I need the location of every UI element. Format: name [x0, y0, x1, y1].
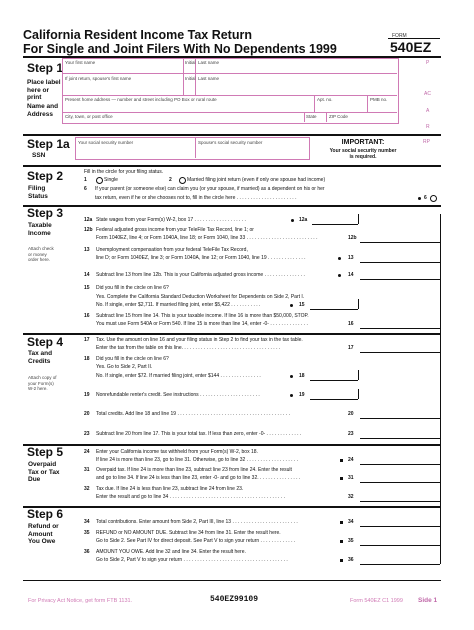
line-19-number: 19	[84, 392, 90, 398]
line-23-text: Subtract line 20 from line 17. This is your total tax. If less than zero, enter -0- . . . . . . . . . . . . .	[96, 431, 302, 437]
privacy-notice: For Privacy Act Notice, get form FTB 1131.	[28, 598, 133, 604]
line-35-text-1: REFUND or NO AMOUNT DUE. Subtract line 34 from line 31. Enter the result here.	[96, 530, 281, 536]
filing-status-label: Filing Status	[28, 185, 48, 200]
line-1-number: 1	[84, 177, 87, 183]
line-17-box-label: 17	[348, 345, 354, 351]
form-side-label: Form 540EZ C1 1999	[350, 598, 403, 604]
form-barcode-number: 540EZ99109	[210, 595, 259, 604]
initial-field[interactable]: Initial	[185, 60, 196, 65]
spouse-first-name-field[interactable]: If joint return, spouse's first name	[65, 76, 132, 81]
line-12a-text: State wages from your Form(s) W-2, box 17 . . . . . . . . . . . . . . . . . . .	[96, 217, 246, 223]
refund-owe-label: Refund or Amount You Owe	[28, 523, 59, 545]
line-13-box-label: 13	[348, 255, 354, 261]
line-18-bullet-icon	[290, 375, 293, 378]
line-20-box-label: 20	[348, 411, 354, 417]
line-14-box-label: 14	[348, 272, 354, 278]
margin-code-p: P	[426, 60, 430, 66]
line-23-number: 23	[84, 431, 90, 437]
line-17-text-2: Enter the tax from the table on this line. . . . . . . . . . . . . . . . . . . . . . . . . . . . . . . . . . . .	[96, 345, 281, 351]
step-1-heading: Step 1	[27, 61, 64, 75]
line-31-text-1: Overpaid tax. If line 24 is more than line 23, subtract line 23 from line 24. Enter the result	[96, 467, 292, 473]
important-note: Your social security number is required.	[329, 148, 397, 160]
address-field[interactable]: Present home address — number and street including PO Box or rural route	[65, 97, 217, 102]
city-field[interactable]: City, town, or post office	[65, 114, 113, 119]
line-24-number: 24	[84, 449, 90, 455]
line-35-square-icon	[340, 540, 343, 543]
line-16-text-2: You must use Form 540A or Form 540. If line 15 is more than line 14, enter -0- . . . . . . . . . . . . . .	[96, 321, 308, 327]
line-19-bullet-icon	[290, 394, 293, 397]
line-35-box-label: 35	[348, 538, 354, 544]
line-12a-bullet-icon	[291, 219, 294, 222]
line-20-number: 20	[84, 411, 90, 417]
margin-code-r: R	[426, 124, 430, 130]
margin-code-a: A	[426, 108, 430, 114]
form-title	[23, 28, 337, 56]
line-32-number: 32	[84, 486, 90, 492]
line-34-square-icon	[340, 521, 343, 524]
line-13-number: 13	[84, 247, 90, 253]
step-3-heading: Step 3	[27, 206, 64, 220]
place-label-note: Place label here or print	[27, 79, 61, 101]
married-joint-radio[interactable]	[179, 177, 186, 184]
your-ssn-field[interactable]: Your social security number	[78, 140, 134, 145]
line-36-square-icon	[340, 559, 343, 562]
attach-check-note: Attach check or money order here.	[28, 246, 54, 262]
step-2-heading: Step 2	[27, 169, 64, 183]
line-6-bullet-icon	[418, 197, 421, 200]
single-label: Single	[104, 177, 118, 183]
line-24-square-icon	[340, 459, 343, 462]
single-radio[interactable]	[96, 177, 103, 184]
title-line-1: California Resident Income Tax Return	[23, 28, 252, 42]
line-18-box-label: 18	[299, 373, 305, 379]
last-name-field[interactable]: Last name	[198, 60, 220, 65]
line-14-bullet-icon	[338, 274, 341, 277]
dependent-radio[interactable]	[430, 195, 437, 202]
step-6-heading: Step 6	[27, 507, 64, 521]
taxable-income-label: Taxable Income	[28, 222, 52, 237]
line-15-text-3: No. If single, enter $2,711. If married filing joint, enter $5,422 . . . . . . . . . . .	[96, 302, 261, 308]
line-16-box-label: 16	[348, 321, 354, 327]
form-number: 540EZ	[390, 39, 432, 55]
apt-no-field[interactable]: Apt. no.	[317, 97, 333, 102]
filing-status-intro: Fill in the circle for your filing status.	[84, 169, 164, 175]
spouse-last-name-field[interactable]: Last name	[198, 76, 220, 81]
line-6-text-2: tax return, even if he or she chooses not to, fill in the circle here . . . . . . . . . . . . . . . . . . . . . .	[95, 195, 297, 201]
line-16-text-1: Subtract line 15 from line 14. This is your taxable income. If line 16 is more than $50,000, STOP.	[96, 313, 309, 319]
line-36-number: 36	[84, 549, 90, 555]
margin-code-ac: AC	[424, 91, 431, 97]
line-12b-number: 12b	[84, 227, 93, 233]
spouse-initial-field[interactable]: Initial	[185, 76, 196, 81]
title-line-2: For Single and Joint Filers With No Dependents 1999	[23, 42, 337, 56]
line-18-text-2: Yes. Go to Side 2, Part II.	[96, 364, 153, 370]
line-6-number: 6	[84, 186, 87, 192]
line-12b-text-2: Form 1040EZ, line 4; or Form 1040A, line 18; or Form 1040, line 33 . . . . . . . . . . . . . . . . . . . . . . . . . .	[96, 235, 318, 241]
line-15-text-2: Yes. Complete the California Standard Deduction Worksheet for Dependents on Side 2, Part I.	[96, 294, 305, 300]
step-1a-heading: Step 1a	[27, 137, 70, 151]
line-34-text: Total contributions. Enter amount from Side 2, Part III, line 13 . . . . . . . . . . . . . . . . . . . . . . . .	[96, 519, 298, 525]
line-35-text-2: Go to Side 2. See Part IV for direct deposit. See Part V to sign your return . . . . . . . . . . . . .	[96, 538, 296, 544]
line-15-text-1: Did you fill in the circle on line 6?	[96, 285, 169, 291]
name-address-label: Name and Address	[27, 103, 59, 118]
line-36-text-1: AMOUNT YOU OWE. Add line 32 and line 34. Enter the result here.	[96, 549, 246, 555]
line-15-box-label: 15	[299, 302, 305, 308]
line-35-number: 35	[84, 530, 90, 536]
step-4-heading: Step 4	[27, 335, 64, 349]
line-36-text-2: Go to Side 2, Part V to sign your return . . . . . . . . . . . . . . . . . . . . . . . . . . . . . . . . . . . . . .	[96, 557, 288, 563]
line-32-text-1: Tax due. If line 24 is less than line 23, subtract line 24 from line 23.	[96, 486, 244, 492]
line-32-text-2: Enter the result and go to line 34 . . . . . . . . . . . . . . . . . . . . . . . . . . . . . . . . . . . . . . . . . .	[96, 494, 285, 500]
line-18-text-1: Did you fill in the circle on line 6?	[96, 356, 169, 362]
line-19-box-label: 19	[299, 392, 305, 398]
state-field[interactable]: State	[306, 114, 317, 119]
line-31-number: 31	[84, 467, 90, 473]
married-joint-label: Married filing joint return (even if only one spouse had income)	[187, 177, 326, 183]
line-34-box-label: 34	[348, 519, 354, 525]
margin-code-rp: RP	[423, 139, 430, 145]
line-17-text-1: Tax. Use the amount on line 16 and your filing status in Step 2 to find your tax in the tax table.	[96, 337, 303, 343]
overpaid-tax-label: Overpaid Tax or Tax Due	[28, 461, 60, 483]
side-number: Side 1	[418, 597, 438, 604]
line-24-text-1: Enter your California income tax withheld from your Form(s) W-2, box 18.	[96, 449, 258, 455]
line-31-box-label: 31	[348, 475, 354, 481]
line-31-square-icon	[340, 477, 343, 480]
spouse-ssn-field[interactable]: Spouse's social security number	[198, 140, 263, 145]
line-14-number: 14	[84, 272, 90, 278]
line-2-number: 2	[169, 177, 172, 183]
line-12a-number: 12a	[84, 217, 93, 223]
line-18-number: 18	[84, 356, 90, 362]
line-13-text-1: Unemployment compensation from your federal TeleFile Tax Record,	[96, 247, 248, 253]
line-14-text: Subtract line 13 from line 12b. This is your California adjusted gross income . . . . . . . . . . . . . . .	[96, 272, 305, 278]
line-13-bullet-icon	[338, 257, 341, 260]
line-24-text-2: If line 24 is more than line 23, go to line 31. Otherwise, go to line 32 . . . . . . . . . . . . . . . . . . .	[96, 457, 299, 463]
line-15-number: 15	[84, 285, 90, 291]
line-16-number: 16	[84, 313, 90, 319]
pmb-no-field[interactable]: PMB no.	[370, 97, 388, 102]
first-name-field[interactable]: Your first name	[65, 60, 96, 65]
line-12a-box-label: 12a	[299, 217, 308, 223]
line-13-text-2: line D; or Form 1040EZ, line 3; or Form 1040A, line 12; or Form 1040, line 19 . . . . . . . . . . . . . .	[96, 255, 306, 261]
line-34-number: 34	[84, 519, 90, 525]
line-18-text-3: No. If single, enter $72. If married filing joint, enter $144 . . . . . . . . . . . . . . .	[96, 373, 261, 379]
line-19-text: Nonrefundable renter's credit. See instructions . . . . . . . . . . . . . . . . . . . . . .	[96, 392, 260, 398]
line-24-box-label: 24	[348, 457, 354, 463]
line-6-box-label: 6	[424, 195, 427, 201]
line-12b-box-label: 12b	[348, 235, 357, 241]
attach-w2-note: Attach copy of your Form(s) W-2 here.	[28, 375, 57, 391]
line-6-text-1: If your parent (or someone else) can claim you (or your spouse, if married) as a dependent on his or her	[95, 186, 325, 192]
tax-credits-label: Tax and Credits	[28, 350, 53, 365]
line-23-box-label: 23	[348, 431, 354, 437]
line-12b-text-1: Federal adjusted gross income from your TeleFile Tax Record, line 1; or	[96, 227, 254, 233]
form-label: FORM	[392, 33, 407, 39]
important-heading: IMPORTANT:	[341, 139, 385, 146]
line-20-text: Total credits. Add line 18 and line 19 . . . . . . . . . . . . . . . . . . . . . . . . . . . . . . . . . . . . . . . . .	[96, 411, 290, 417]
line-32-box-label: 32	[348, 494, 354, 500]
line-36-box-label: 36	[348, 557, 354, 563]
line-15-bullet-icon	[290, 304, 293, 307]
zip-field[interactable]: ZIP Code	[329, 114, 348, 119]
step-5-heading: Step 5	[27, 445, 64, 459]
line-31-text-2: and go to line 34. If line 24 is less than line 23, enter -0- and go to line 32. . . . . . . . . . . . . . . .	[96, 475, 301, 481]
line-17-number: 17	[84, 337, 90, 343]
ssn-label: SSN	[32, 152, 46, 159]
